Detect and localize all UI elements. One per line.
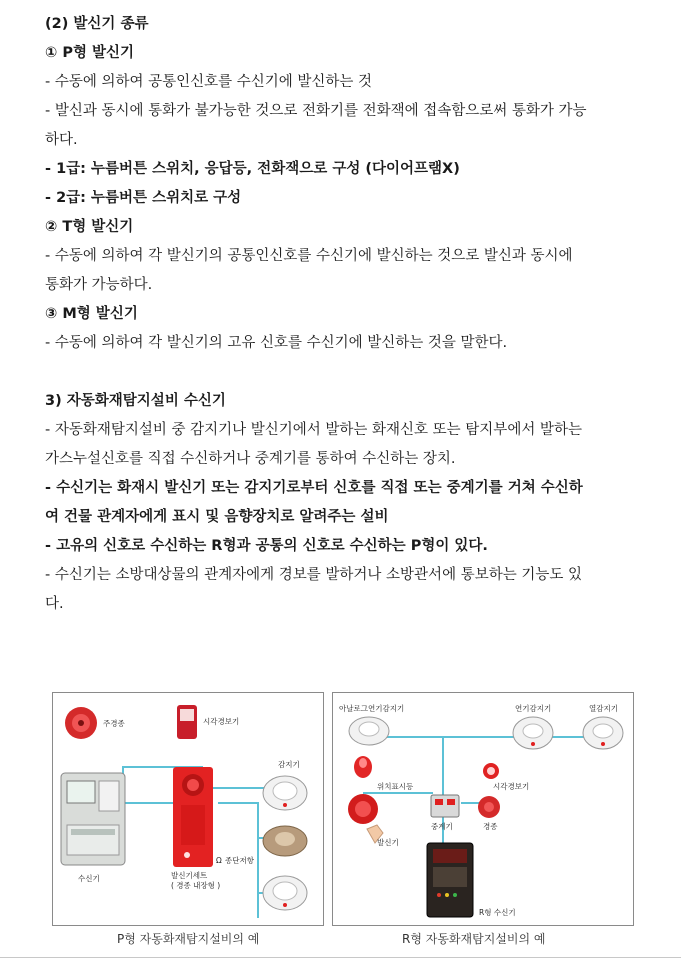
heading-m-type: ③ M형 발신기 xyxy=(45,306,138,322)
system-diagram-figure xyxy=(52,692,634,924)
p-type-diagram xyxy=(53,693,323,925)
bell-label: 주경종 xyxy=(103,719,125,728)
document-body xyxy=(45,10,645,619)
omega-symbol: Ω xyxy=(216,856,222,865)
text-line: - 자동화재탐지설비 중 감지기나 발신기에서 발하는 화재신호 또는 탐지부에서 발하는 xyxy=(45,422,582,438)
smoke-detector-icon xyxy=(513,717,553,749)
strobe-icon xyxy=(177,705,197,739)
transmitter-set-sublabel: ( 경종 내장형 ) xyxy=(171,881,221,890)
detector-label: 감지기 xyxy=(278,760,300,769)
strobe-label: 시각경보기 xyxy=(203,717,240,726)
location-lamp-label: 위치표시등 xyxy=(377,782,414,791)
paragraph-gap xyxy=(45,358,645,387)
r-receiver-unit-icon xyxy=(427,843,473,917)
r-type-panel xyxy=(332,692,634,926)
end-resistor-label: 종단저항 xyxy=(225,856,254,865)
smoke-detector-icon xyxy=(263,876,307,910)
text-line: - 수동에 의하여 공통인신호를 수신기에 발신하는 것 xyxy=(45,74,373,90)
text-line: 다. xyxy=(45,596,64,612)
p-type-figure-caption: P형 자동화재탐지설비의 예 xyxy=(117,932,260,946)
text-line-bold: 여 건물 관계자에게 표시 및 음향장치로 알려주는 설비 xyxy=(45,509,389,525)
text-line: - 수신기는 소방대상물의 관계자에게 경보를 발하거나 소방관서에 통보하는 기능도 있 xyxy=(45,567,582,583)
transmitter-set-label: 발신기세트 xyxy=(171,871,208,880)
heading-p-type: ① P형 발신기 xyxy=(45,45,135,61)
strobe-icon xyxy=(483,763,499,779)
text-line: - 수동에 의하여 각 발신기의 공통인신호를 수신기에 발신하는 것으로 발신과 동시에 xyxy=(45,248,573,264)
repeater-label: 중계기 xyxy=(431,822,453,831)
analog-smoke-detector-icon xyxy=(349,717,389,745)
receiver-label: 수신기 xyxy=(78,874,100,883)
heading-t-type: ② T형 발신기 xyxy=(45,219,134,235)
r-type-diagram xyxy=(333,693,633,925)
heat-detector-icon xyxy=(583,717,623,749)
heading-transmitter-types: (2) 발신기 종류 xyxy=(45,16,149,32)
r-receiver-label: R형 수신기 xyxy=(479,908,516,917)
strobe-label: 시각경보기 xyxy=(493,782,530,791)
text-line-bold: - 2급: 누름버튼 스위치로 구성 xyxy=(45,190,242,206)
text-line: 통화가 가능하다. xyxy=(45,277,153,293)
page-bottom-divider xyxy=(0,957,681,958)
p-type-panel xyxy=(52,692,324,926)
text-line: 가스누설신호를 직접 수신하거나 중계기를 통하여 수신하는 장치. xyxy=(45,451,456,467)
detector-icon xyxy=(263,776,307,810)
receiver-unit-icon xyxy=(61,773,125,865)
text-line-bold: - 수신기는 화재시 발신기 또는 감지기로부터 신호를 직접 또는 중계기를 거쳐 수신하 xyxy=(45,480,583,496)
heading-receiver: 3) 자동화재탐지설비 수신기 xyxy=(45,393,226,409)
r-type-figure-caption: R형 자동화재탐지설비의 예 xyxy=(402,932,546,946)
text-line: - 수동에 의하여 각 발신기의 고유 신호를 수신기에 발신하는 것을 말한다. xyxy=(45,335,508,351)
repeater-icon xyxy=(431,795,459,817)
text-line: 하다. xyxy=(45,132,78,148)
manual-transmitter-label: 발신기 xyxy=(377,838,399,847)
transmitter-set-icon xyxy=(173,767,213,867)
analog-detector-label: 아날로그연기감지기 xyxy=(339,704,405,713)
manual-transmitter-icon xyxy=(348,794,383,843)
text-line-bold: - 1급: 누름버튼 스위치, 응답등, 전화잭으로 구성 (다이어프램X) xyxy=(45,161,460,177)
heat-detector-icon xyxy=(263,826,307,856)
heat-detector-label: 열감지기 xyxy=(589,704,618,713)
text-line: - 발신과 동시에 통화가 불가능한 것으로 전화기를 전화잭에 접속함으로써 통화가 가능 xyxy=(45,103,587,119)
location-lamp-icon xyxy=(354,756,372,778)
text-line-bold: - 고유의 신호로 수신하는 R형과 공통의 신호로 수신하는 P형이 있다. xyxy=(45,538,488,554)
bell-icon xyxy=(478,796,500,818)
main-bell-icon xyxy=(65,707,97,739)
smoke-detector-label: 연기감지기 xyxy=(515,704,552,713)
bell-label: 경종 xyxy=(483,822,498,831)
